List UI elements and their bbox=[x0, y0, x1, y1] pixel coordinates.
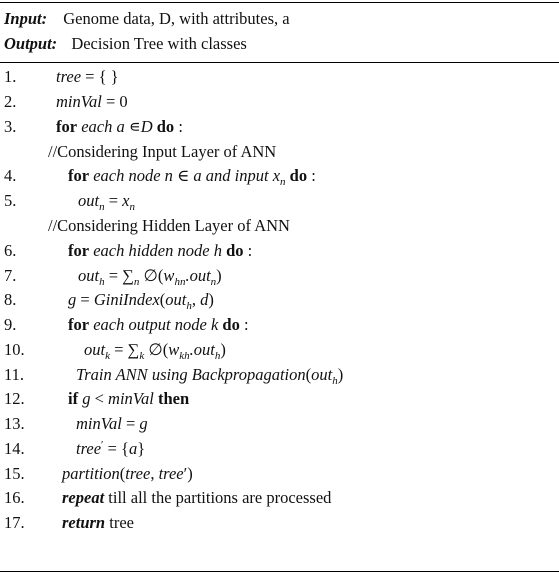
input-text: Genome data, D, with attributes, a bbox=[63, 9, 290, 28]
line-code: Train ANN using Backpropagation(out$_h$) bbox=[76, 365, 344, 387]
line-number: 7. bbox=[4, 266, 17, 285]
header-rule bbox=[0, 62, 559, 63]
line-number: 6. bbox=[4, 241, 17, 260]
line-number: 5. bbox=[4, 191, 17, 210]
line-code: minVal = g bbox=[76, 414, 148, 433]
line-code: if g < minVal then bbox=[68, 389, 190, 408]
line-code: //Considering Input Layer of ANN bbox=[48, 142, 277, 161]
line-number: 1. bbox=[4, 67, 17, 86]
line-code: for each a ∊D do : bbox=[56, 117, 183, 136]
line-code: return tree bbox=[62, 513, 134, 532]
line-number: 17. bbox=[4, 513, 25, 532]
line-number: 16. bbox=[4, 488, 25, 507]
output-label: Output: bbox=[4, 34, 58, 53]
line-code: repeat till all the partitions are processed bbox=[62, 488, 332, 507]
input-label: Input: bbox=[4, 9, 48, 28]
line-number: 11. bbox=[4, 365, 25, 384]
line-code: $out_k = \sum_k$ $\emptyset(w_{kh}.out_h)$ bbox=[84, 340, 226, 362]
line-number: 4. bbox=[4, 166, 17, 185]
line-code: for each hidden node h do : bbox=[68, 241, 253, 260]
line-number: 13. bbox=[4, 414, 25, 433]
line-code: minVal = 0 bbox=[56, 92, 128, 111]
bottom-rule bbox=[0, 571, 559, 572]
line-number: 14. bbox=[4, 439, 25, 458]
top-rule bbox=[0, 2, 559, 3]
line-number: 8. bbox=[4, 290, 17, 309]
line-code: partition(tree, tree′) bbox=[62, 464, 193, 483]
input-header bbox=[4, 9, 290, 29]
output-header bbox=[4, 34, 247, 54]
line-number: 10. bbox=[4, 340, 25, 359]
line-code: $out_h = \sum_n$ $\emptyset(w_{hn}.out_n)$ bbox=[78, 266, 222, 288]
line-code: tree = { } bbox=[56, 67, 119, 86]
line-number: 9. bbox=[4, 315, 17, 334]
line-code: $out_n = x_n$ bbox=[78, 191, 135, 213]
line-code: g = GiniIndex(out$_h$, d) bbox=[68, 290, 214, 312]
line-number: 12. bbox=[4, 389, 25, 408]
line-number: 3. bbox=[4, 117, 17, 136]
line-code: for each node n ∈ a and input $x_n$ do : bbox=[68, 166, 316, 188]
line-code: for each output node k do : bbox=[68, 315, 249, 334]
output-text: Decision Tree with classes bbox=[71, 34, 247, 53]
line-number: 15. bbox=[4, 464, 25, 483]
line-number: 2. bbox=[4, 92, 17, 111]
line-code: //Considering Hidden Layer of ANN bbox=[48, 216, 290, 235]
line-code: tree′ = {a} bbox=[76, 439, 146, 458]
